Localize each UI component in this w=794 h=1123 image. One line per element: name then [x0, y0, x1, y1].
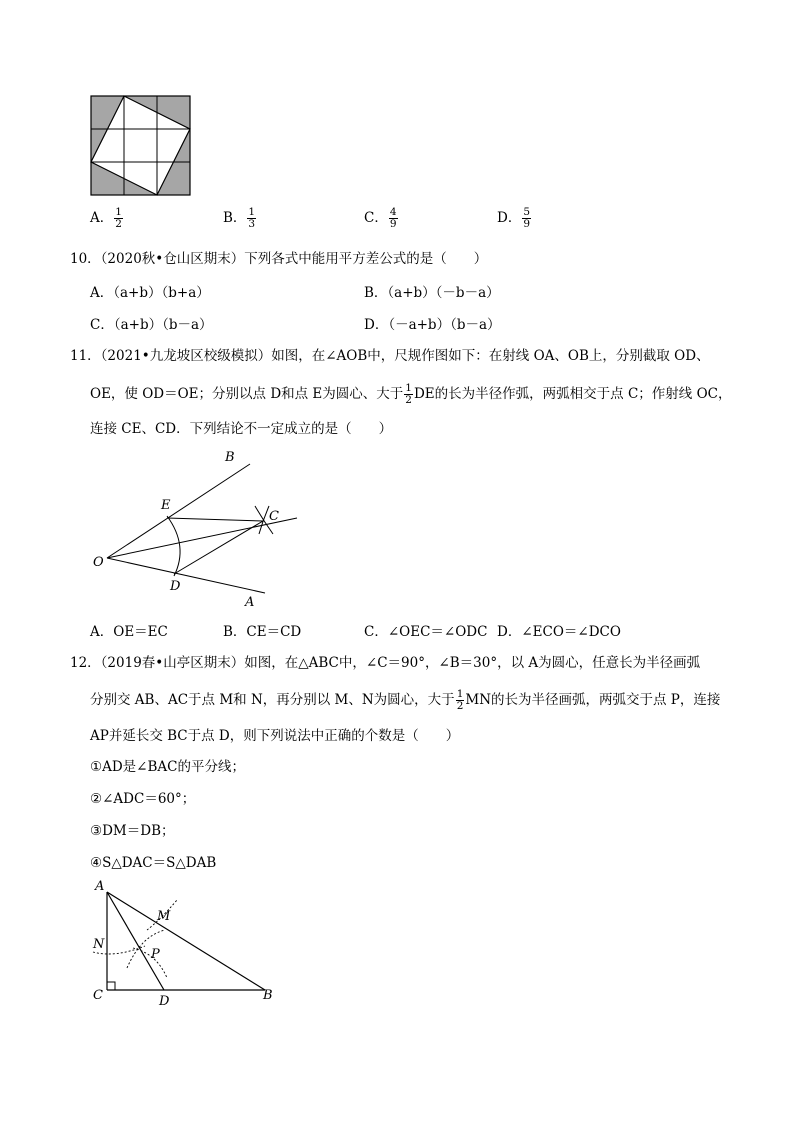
q9-option-c[interactable]: C． $\frac{4}{9}$ [364, 206, 397, 230]
label-c: C [269, 509, 279, 524]
segment-dc [174, 521, 263, 574]
label-n: N [93, 937, 105, 952]
q12-stem-line2: 分别交 AB、AC于点 M和 N，再分别以 M、N为圆心，大于 $\frac{1}{2}$ MN的长为半径画弧，两弧交于点 P，连接 [90, 688, 721, 712]
q12-stem-line1: 12．（2019春•山亭区期末）如图，在△ABC中，∠C＝90°，∠B＝30°，以 A为圆心，任意长为半径画弧 [70, 655, 701, 671]
ray-ob [107, 464, 250, 558]
q11-angle-figure [85, 448, 305, 613]
q12-statement-4: ④S△DAC＝S△DAB [90, 855, 217, 871]
label-c: C [93, 988, 103, 1003]
label-b: B [225, 450, 235, 465]
label-a: A [95, 879, 105, 894]
q12-triangle-figure [85, 878, 285, 1008]
q12-statement-2: ②∠ADC＝60°； [90, 791, 196, 807]
q12-statement-3: ③DM＝DB； [90, 823, 175, 839]
label-m: M [157, 909, 171, 924]
q9-option-a[interactable]: A． $\frac{1}{2}$ [90, 206, 122, 230]
q9-option-d[interactable]: D． $\frac{5}{9}$ [497, 206, 531, 230]
q12-half-fraction: $\frac{1}{2}$ [456, 688, 464, 712]
q11-option-c[interactable]: C．∠OEC＝∠ODC [364, 624, 488, 640]
q11-option-a[interactable]: A．OE＝EC [90, 624, 168, 640]
label-e: E [161, 498, 171, 513]
q10-stem [70, 249, 487, 269]
arc-p2 [133, 948, 167, 978]
q10-question: 下列各式中能用平方差公式的是（ ） [244, 251, 488, 267]
segment-ad [107, 892, 164, 990]
q12-stem-line3: AP并延长交 BC于点 D，则下列说法中正确的个数是（ ） [90, 728, 460, 744]
q10-source: 10．（2020秋•仓山区期末） [70, 251, 245, 267]
q10-option-b[interactable]: B．（a+b）（－b－a） [364, 285, 500, 301]
label-d: D [170, 579, 181, 594]
q11-stem-line3: 连接 CE、CD．下列结论不一定成立的是（ ） [90, 421, 393, 437]
q11-option-d[interactable]: D．∠ECO＝∠DCO [497, 624, 621, 640]
side-ab [107, 892, 265, 990]
q10-option-c[interactable]: C．（a+b）（b－a） [90, 317, 213, 333]
q9-option-b[interactable]: B． $\frac{1}{3}$ [223, 206, 256, 230]
arc-de [167, 516, 180, 576]
right-angle-mark [107, 982, 115, 990]
segment-ec [167, 518, 263, 521]
label-d: D [159, 994, 170, 1008]
ray-oc [107, 518, 297, 558]
q9-grid-figure [90, 95, 192, 197]
q11-stem-line2: OE，使 OD＝OE；分别以点 D和点 E为圆心、大于 $\frac{1}{2}$ DE的长为半径作弧，两弧相交于点 C；作射线 OC， [90, 382, 732, 406]
label-a: A [245, 595, 255, 610]
arc-c2 [259, 506, 269, 534]
label-o: O [93, 555, 104, 570]
label-p: P [151, 947, 160, 962]
q10-option-d[interactable]: D．（－a+b）（b－a） [364, 317, 501, 333]
label-b: B [263, 988, 273, 1003]
q11-option-b[interactable]: B．CE＝CD [223, 624, 302, 640]
q11-stem-line1: 11．（2021•九龙坡区校级模拟）如图，在∠AOB中，尺规作图如下：在射线 OA、OB上，分别截取 OD、 [70, 348, 710, 364]
ray-oa [107, 558, 265, 593]
q10-option-a[interactable]: A．（a+b）（b+a） [90, 285, 210, 301]
q11-half-fraction: $\frac{1}{2}$ [405, 382, 412, 406]
q12-statement-1: ①AD是∠BAC的平分线； [90, 759, 245, 775]
